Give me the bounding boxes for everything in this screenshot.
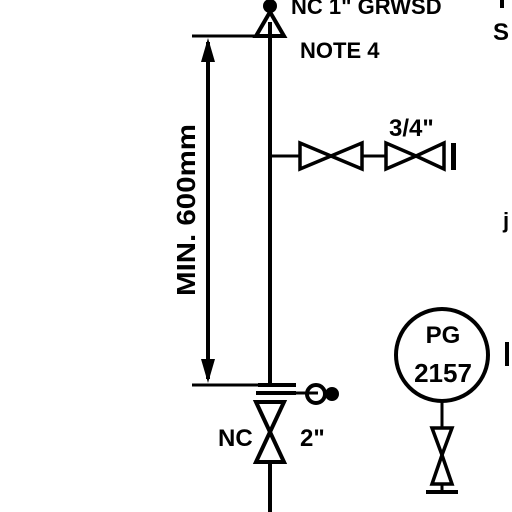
edge-mark <box>505 342 509 366</box>
bottom-valve-state: NC <box>218 425 253 452</box>
dimension-arrow-bottom <box>201 359 215 383</box>
gauge-tag: 2157 <box>414 358 472 388</box>
connection-dot <box>325 387 339 401</box>
bottom-valve-size: 2" <box>300 425 325 452</box>
edge-character: j <box>503 208 510 233</box>
edge-character: S <box>493 19 510 46</box>
branch-isolation-valve <box>300 143 362 169</box>
dimension-line <box>192 36 268 385</box>
top-note: NC 1" GRWSD <box>291 0 442 19</box>
edge-tick <box>500 0 504 8</box>
branch-drain-valve <box>386 143 456 170</box>
blind-cap <box>451 143 456 170</box>
dimension-label: MIN. 600mm <box>171 144 201 296</box>
gauge-type: PG <box>425 322 461 349</box>
note-reference: NOTE 4 <box>300 38 380 63</box>
dimension-arrow-top <box>201 38 215 62</box>
gauge-valve-bottom <box>432 455 452 484</box>
bottom-gate-valve <box>256 402 284 462</box>
branch-size-label: 3/4" <box>389 115 434 142</box>
